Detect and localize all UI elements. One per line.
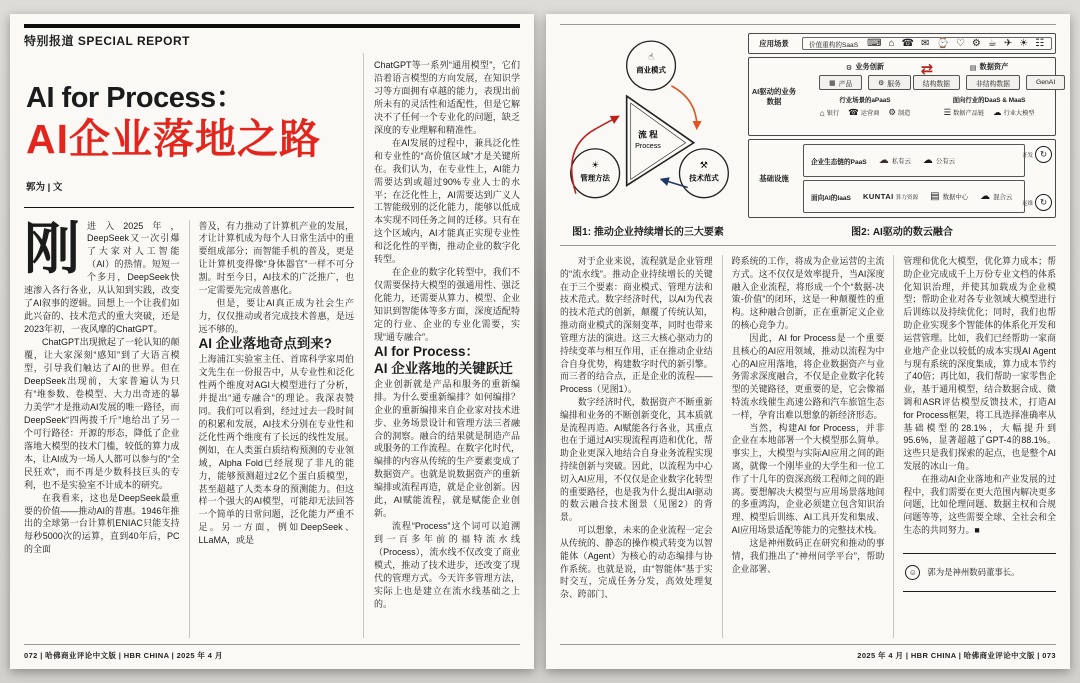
plane-icon: ✈ (1003, 38, 1013, 49)
private-cloud-item: ☁ 私有云 (878, 155, 911, 166)
genai-chip: GenAI (1026, 75, 1065, 90)
gear-icon: ⚙ (971, 38, 981, 49)
drop-cap: 刚 (24, 219, 80, 280)
author-note-text: 郭为是神州数码董事长。 (927, 567, 1020, 578)
fig2-infra-label: 基础设施 (759, 173, 789, 183)
cloud-icon: ☁ (878, 155, 889, 166)
node-label: 技术范式 (689, 173, 719, 183)
paragraph: ChatGPT等一系列“通用模型”，它们沿着语言模型的方向发展，在知识学习等方面拥有卓越的能力，表现出前所未有的灵活性和适配性，但是它解决不了任何一个专业化的问题，缺乏深度的专业理解和精准性。 (374, 60, 520, 135)
dev-circle: 开发 ↻ (1022, 146, 1052, 163)
iaas-label: 面向AI的IaaS (811, 194, 851, 202)
paas-label: 企业生态链的PaaS (811, 158, 867, 166)
article-title-block (24, 53, 354, 208)
management-method-icon: ☀ (591, 160, 600, 171)
magazine-right-page (546, 14, 1070, 669)
sun-icon: ☀ (1019, 38, 1029, 49)
apaas-label: 行业场景的aPaaS (839, 97, 891, 104)
ops-circle: 运维 ↻ (1022, 194, 1052, 211)
biz-header-label: 业务创新 (855, 62, 885, 71)
paragraph: 在推动AI企业落地和产业发展的过程中，我们需要在更大范围内解决更多问题，比如伦理问题、数据主权和合规问题等等，这些需要全球、全社会和全生态的共同努力。■ (903, 473, 1057, 536)
author-note (903, 553, 1056, 592)
manufacturing-item: ⚙ 制造 (888, 107, 911, 117)
magazine-left-page (10, 14, 534, 669)
subheading: AI 企业落地奇点到来? (198, 336, 332, 352)
kuntai-brand: KUNTAI 算力资源 (862, 192, 919, 201)
cloud-icon: ☁ (980, 191, 991, 202)
paragraph: 管理和优化大模型，优化算力成本；帮助企业完成成千上万份专业文档的体系化知识治理，并使其加载成为企业模型；帮助企业对各专业领域大模型进行后训练以及持续优化；同时，我们也帮助企业实现多个智能体的体系化开发和运营管理。比如，我们已经帮助一家商业地产企业以较低的成本实现AI Agent与现有系统的深度集成，算力成本节约了40倍；再比如，我们帮助一家零售企业，基于通用模型，结合数据合成、微调和ASR评估模型反馈技术，打造AI for Process框架，将工具选择准确率从基础模型的28.1%，大幅提升到95.6%，显著超越了GPT-4的88.1%。这些只是我们探索的起点，也是整个AI发展的冰山一角。 (903, 256, 1057, 471)
process-label-cn: 流 程 (638, 129, 658, 140)
fig2-row-infrastructure (748, 139, 1056, 218)
paragraph: 数字经济时代，数据资产不断重新编排和业务的不断创新变化，其本质就是流程再造。AI赋能各行各业，其重点也在于通过AI实现流程再造和优化，帮助企业更深入地结合自身业务流程实现持续创新与突破。因此，以流程为中心切入AI应用，不仅仅是企业数字化转型的重要路径，也是我为什么提出AI驱动的数云融合技术图景（见图2）的背景。 (560, 396, 713, 523)
author-icon: ☺ (905, 565, 920, 580)
section-eyebrow: 特别报道 SPECIAL REPORT (24, 24, 520, 49)
node-label: 商业模式 (636, 65, 666, 75)
paragraph: 上海浦江实验室主任、首席科学家周伯文先生在一份报告中，从专业性和泛化性两个维度对AGI大模型进行了分析，并提出“通专融合”的理论。我深表赞同。我们可以看到，经过过去一段时间的积累和发展，AI技术分别在专业性和泛化性两个维度有了长远的线性发展。例如，在人类蛋白质结构预测的专业领域，Alpha Fold已经展现了非凡的能力，能够预测超过2亿个蛋白质模型，甚至超越了人类本身的预测能力。但这样一个强大的AI模型，可能却无法回答一个简单的日常问题，泛化能力严重不足。另一方面，例如DeepSeek、LLaMA，或是 (198, 353, 354, 546)
body-column-6 (893, 255, 1056, 638)
fig2-data-assets (922, 62, 1056, 132)
paragraph: 因此，AI for Process是一个重要且核心的AI应用领域，推动以流程为中心的AI应用落地，将企业数据资产与业务需求深度融合，不仅是企业数字化转型的关键路径，更重要的是，它会像福特流水线催生高速公路和汽车旅馆生态一样，孕育出难以想象的新经济形态。 (731, 332, 885, 420)
tech-paradigm-icon: ⚒ (699, 160, 709, 171)
manufacturing-icon: ⚙ (888, 107, 896, 117)
paragraph: 这是神州数码正在研究和推动的事情，我们推出了“神州问学平台”，帮助企业部署、 (731, 537, 885, 574)
body-column-1 (24, 220, 180, 638)
watch-icon: ⌚ (936, 38, 949, 49)
device-icon: ⌨ (867, 38, 882, 49)
fig2-business-innovation (803, 62, 927, 132)
body-column-3 (363, 53, 520, 638)
paragraph: 普及，有力推动了计算机产业的发展，才让计算机成为每个人日常生活中的重要组成部分；而智能手机的普及，更是让计算机变得像“身体器官”一样不可分割。时至今日，AI技术的广泛推广，也一定需要先完成普惠化。 (198, 220, 354, 296)
figure-2 (748, 33, 1056, 238)
datacenter-icon: ▤ (930, 191, 940, 202)
cup-icon: ☕ (987, 38, 997, 49)
unstructured-data-chip: 非结构数据 (966, 75, 1020, 90)
subheading: AI 企业落地的关键跃迁 (374, 360, 513, 376)
paragraph: 但是，要让AI真正成为社会生产力，仅仅推动或者完成技术普惠，是远远不够的。 (198, 298, 354, 335)
figure-1 (560, 33, 736, 238)
figure-1-diagram (560, 33, 736, 218)
public-cloud-item: ☁ 公有云 (922, 155, 956, 166)
scene-icon-row (867, 38, 1044, 49)
business-model-icon: ☝ (648, 51, 654, 62)
paragraph: 企业创新就是产品和服务的重新编排。为什么要重新编排？如何编排？企业的重新编排来自企业家对技术进步、业务场景设计和管理方法三者融合的洞察。融合的结果就是制造产品或服务的工作流程。在数字化时代，编排的内容从传统的生产要素变成了数据资产。也就是说数据资产的重新编排或流程再造，就是企业创新。因此，AI赋能流程，就是赋能企业创新。 (374, 378, 520, 519)
figure-2-caption: 图2: AI驱动的数云融合 (851, 227, 953, 238)
paragraph: 在企业的数字化转型中，我们不仅需要保持大模型的强通用性、强泛化能力，还需要从算力、模型、企业知识到智能体等多方面，深度适配特定的行业、企业的专业化需要，实现“通专融合”。 (374, 267, 520, 343)
paragraph: 在AI发展的过程中，兼具泛化性和专业性的“高价值区域”才是关键所在。我们认为，在专业性上，AI能力需要达到或超过90%专业人士的水平；在泛化性上，AI需要达到广义人工智能级别的泛化能力，能够以低成本实现不同任务之间的迁移。只有在这个区域内，AI才能真正实现专业性和泛化性的平衡，推动企业的数字化转型。 (374, 137, 520, 265)
article-title-cn: AI企业落地之路 (26, 116, 321, 163)
gear-icon: ⚙ (845, 62, 853, 72)
fig2-scene-label: 应用场景 (759, 38, 789, 48)
telecom-item: ☎ 运营商 (848, 107, 880, 117)
body-column-2 (189, 220, 355, 638)
structured-data-chip: 结构数据 (913, 75, 960, 90)
industry-model-item: ☁ 行业大模型 (993, 107, 1035, 117)
gear-icon: ⚙ (878, 79, 885, 87)
building-icon: ⌂ (888, 38, 895, 49)
divider-rule (560, 245, 1056, 246)
daas-label: 面向行业的DaaS & MaaS (952, 97, 1026, 104)
paragraph: 流程“Process”这个词可以追溯到一百多年前的福特流水线（Process），流水线不仅改变了商业模式，推动了技术进步，还改变了现代的管理方式。今天许多管理方法，实际上也是建立在流水线基础之上的。 (374, 521, 520, 609)
bank-icon: ⌂ (819, 107, 825, 118)
paas-box (803, 144, 1025, 177)
figure-1-caption: 图1: 推动企业持续增长的三大要素 (572, 227, 724, 238)
fig2-row-scenes (748, 33, 1056, 54)
phone-icon: ☎ (901, 38, 915, 49)
paragraph: 对于企业来说，流程就是企业管理的“流水线”。推动企业持续增长的关键在于三个要素：商业模式、管理方法和技术范式。数字经济时代，以AI为代表的技术范式的创新，颠覆了传统认知，推动商业模式的深刻变革，同时也带来管理方法的演进。这三大核心驱动力的持续变革与相互作用，正在推动企业结合自身优势，构建数字时代的新引擎。而三者的结合点，正是企业的流程——Process（见图1）。 (560, 256, 713, 395)
right-page-footer: 2025 年 4 月 | HBR CHINA | 哈佛商业评论中文版 | 073 (560, 644, 1056, 661)
subheading: AI for Process： (374, 343, 480, 359)
article-title-en: AI for Process： (26, 82, 245, 114)
mail-icon: ✉ (921, 38, 930, 49)
cloud-icon: ☁ (922, 155, 933, 166)
fig2-saas-label: 价值重构的SaaS (809, 41, 859, 49)
grid-icon: ▦ (829, 79, 836, 87)
body-column-5 (722, 255, 885, 638)
paragraph: 当然，构建AI for Process，并非企业在本地部署一个大模型那么简单。事实上，大模型与实际AI应用之间的距离，就像一个刚毕业的大学生和一位工作了十几年的资深高级工程师之间的距离。要想解决大模型与应用场景落地间的多重鸿沟，企业必须建立包含知识治理、模型后训练、AI工具开发和集成、AI应用场景适配等能力的完整技术栈。 (731, 422, 885, 536)
cloud-icon: ☁ (993, 107, 1002, 117)
process-label-en: Process (635, 141, 661, 150)
datacenter-item: ▤ 数据中心 (930, 191, 969, 202)
product-chip: ▦ 产品 (819, 75, 862, 90)
fig2-row-business-data (748, 57, 1056, 136)
data-header-label: 数据资产 (979, 62, 1009, 71)
paragraph: 在我看来，这也是DeepSeek最重要的价值——推动AI的普惠。1946年推出的全球第一台计算机ENIAC只能支持每秒5000次的运算，直到40年后，PC的全面 (24, 492, 180, 555)
heart-icon: ♡ (955, 38, 965, 49)
data-product-item: ☰ 数据产品链 (943, 107, 985, 117)
left-page-footer: 072 | 哈佛商业评论中文版 | HBR CHINA | 2025 年 4 月 (24, 644, 520, 661)
bank-item: ⌂ 银行 (819, 107, 840, 118)
grid-icon: ☷ (1035, 38, 1045, 49)
paragraph: 跨系统的工作，将成为企业运营的主流方式。这不仅仅是效率提升，当AI深度融入企业流程，将形成一个个“数据-决策-价值”的闭环，这是一种颠覆性的重构。这种融合创新，正在重新定义企业的核心竞争力。 (731, 256, 885, 331)
iaas-box (803, 180, 1025, 213)
fig2-scene-box (802, 37, 1052, 50)
cycle-icon: ↻ (1035, 146, 1052, 163)
paragraph: 可以想象，未来的企业流程一定会从传统的、静态的操作模式转变为以智能体（Agent）为核心的动态编排与协作系统。也就是说，由“智能体”基于实时交互，完成任务分发，高效处理复杂、跨部门、 (560, 525, 713, 600)
paragraph: ChatGPT出现掀起了一轮认知的颠覆，让大家深刻“感知”到了大语言模型，引导我们触达了AI的世界。但在DeepSeek出现前，大家普遍认为只有“堆参数、卷模型、大力出奇迹的暴力美学”才是推动AI发展的唯一路径，而DeepSeek“四两拨千斤”地给出了另一个可行路径：开源的形态，降低了企业落地大模型的技术门槛，较低的算力成本，让AI成为一场人人都可以参与的“全民狂欢”，而不再是少数科技巨头的专利，也不是实验室不计成本的研究。 (24, 337, 180, 490)
cycle-icon: ↻ (1035, 194, 1052, 211)
database-icon: ▤ (969, 62, 977, 72)
telecom-icon: ☎ (848, 107, 859, 117)
byline: 郭为 | 文 (26, 181, 63, 193)
paragraph: 进入2025年，DeepSeek又一次引爆了大家对人工智能（AI）的热情。短短一个多月，DeepSeek快速渗入各行各业，从认知到实践，改变了AI叙事的逻辑。回想上一个让我们如此兴奋的、技术范式的重大突破，还是2023年初，一夜风靡的ChatGPT。 (24, 220, 180, 335)
node-label: 管理方法 (580, 173, 610, 183)
layers-icon: ☰ (943, 107, 952, 117)
service-chip: ⚙ 服务 (868, 75, 911, 90)
orange-arrow (671, 86, 696, 129)
fig2-bizdata-label: AI驱动的业务数据 (751, 86, 797, 106)
exchange-arrow-icon: ⇄ (920, 61, 934, 78)
hybrid-cloud-item: ☁ 混合云 (980, 191, 1013, 202)
body-column-4 (560, 255, 713, 638)
